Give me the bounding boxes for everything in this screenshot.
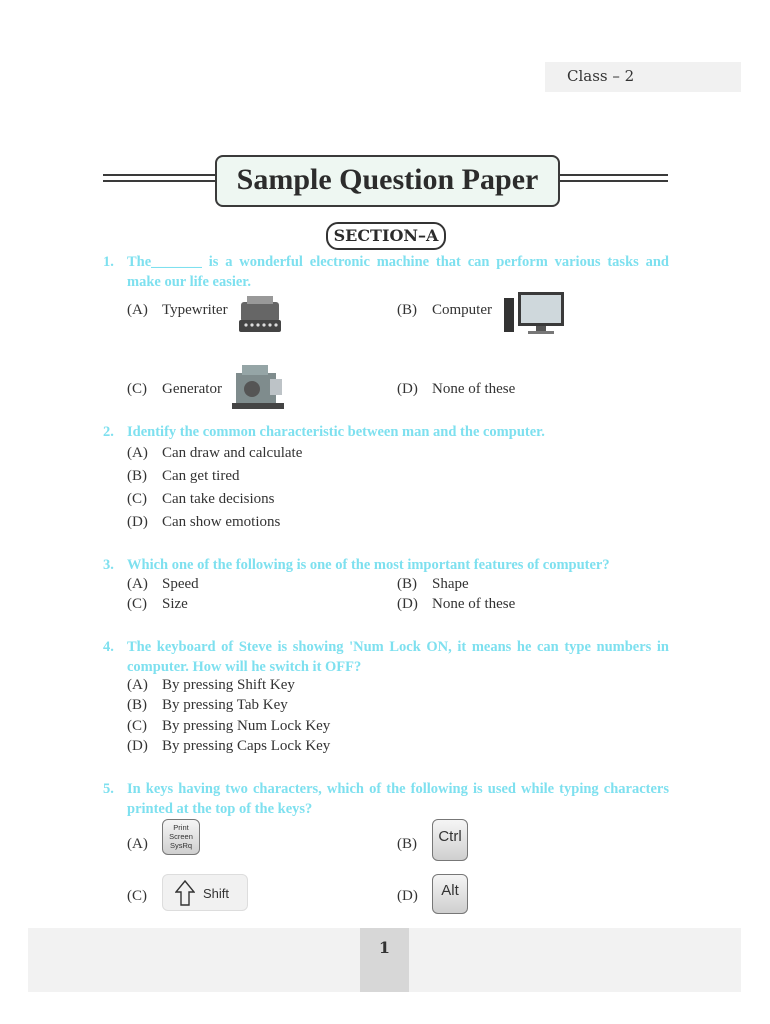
q2-option-a[interactable]: (A) Can draw and calculate [127, 445, 303, 461]
question-2: 2. Identify the common characteristic between man and the computer. [103, 424, 545, 440]
q4-option-d[interactable]: (D) By pressing Caps Lock Key [127, 738, 331, 754]
page-number: 1 [378, 938, 391, 957]
title-rule-left-1 [103, 174, 216, 176]
page-title: Sample Question Paper [215, 155, 560, 207]
class-label-box [545, 62, 741, 92]
shift-key-icon: Shift [162, 874, 248, 911]
q2-option-c[interactable]: (C) Can take decisions [127, 491, 275, 507]
q5-option-a[interactable]: (A) [127, 836, 148, 852]
question-1: 1. The_______ is a wonderful electronic machine that can perform various tasks and make our life easier. [103, 254, 669, 290]
q1-option-d[interactable]: (D) None of these [397, 381, 516, 397]
typewriter-icon [237, 292, 283, 338]
ctrl-key-icon: Ctrl [432, 819, 468, 861]
q5-option-b[interactable]: (B) [397, 836, 417, 852]
q4-option-b[interactable]: (B) By pressing Tab Key [127, 697, 288, 713]
q3-option-c[interactable]: (C) Size [127, 596, 188, 612]
title-rule-left-2 [103, 180, 216, 182]
q3-option-d[interactable]: (D) None of these [397, 596, 516, 612]
section-heading: SECTION–A [326, 222, 446, 250]
print-screen-key-icon: Print Screen SysRq [162, 819, 200, 855]
q2-option-b[interactable]: (B) Can get tired [127, 468, 240, 484]
class-label: Class – 2 [567, 67, 635, 85]
title-rule-right-2 [556, 180, 668, 182]
shift-arrow-icon [175, 879, 195, 907]
question-5: 5. In keys having two characters, which of the following is used while typing characters printed at the top of the keys? [103, 781, 669, 817]
q4-option-c[interactable]: (C) By pressing Num Lock Key [127, 718, 331, 734]
q1-option-a[interactable]: (A) Typewriter [127, 302, 228, 318]
title-rule-right-1 [556, 174, 668, 176]
q5-option-c[interactable]: (C) [127, 888, 147, 904]
q1-option-c[interactable]: (C) Generator [127, 381, 222, 397]
page-number-box [360, 928, 409, 992]
alt-key-icon: Alt [432, 874, 468, 914]
q2-option-d[interactable]: (D) Can show emotions [127, 514, 281, 530]
generator-icon [232, 361, 288, 413]
q3-option-b[interactable]: (B) Shape [397, 576, 469, 592]
q4-option-a[interactable]: (A) By pressing Shift Key [127, 677, 295, 693]
question-4: 4. The keyboard of Steve is showing 'Num Lock ON, it means he can type numbers in computer. How will he switch it OFF? [103, 639, 669, 675]
q1-option-b[interactable]: (B) Computer [397, 302, 492, 318]
question-3: 3. Which one of the following is one of the most important features of computer? [103, 557, 610, 573]
q5-option-d[interactable]: (D) [397, 888, 418, 904]
q3-option-a[interactable]: (A) Speed [127, 576, 199, 592]
computer-icon [504, 292, 566, 336]
